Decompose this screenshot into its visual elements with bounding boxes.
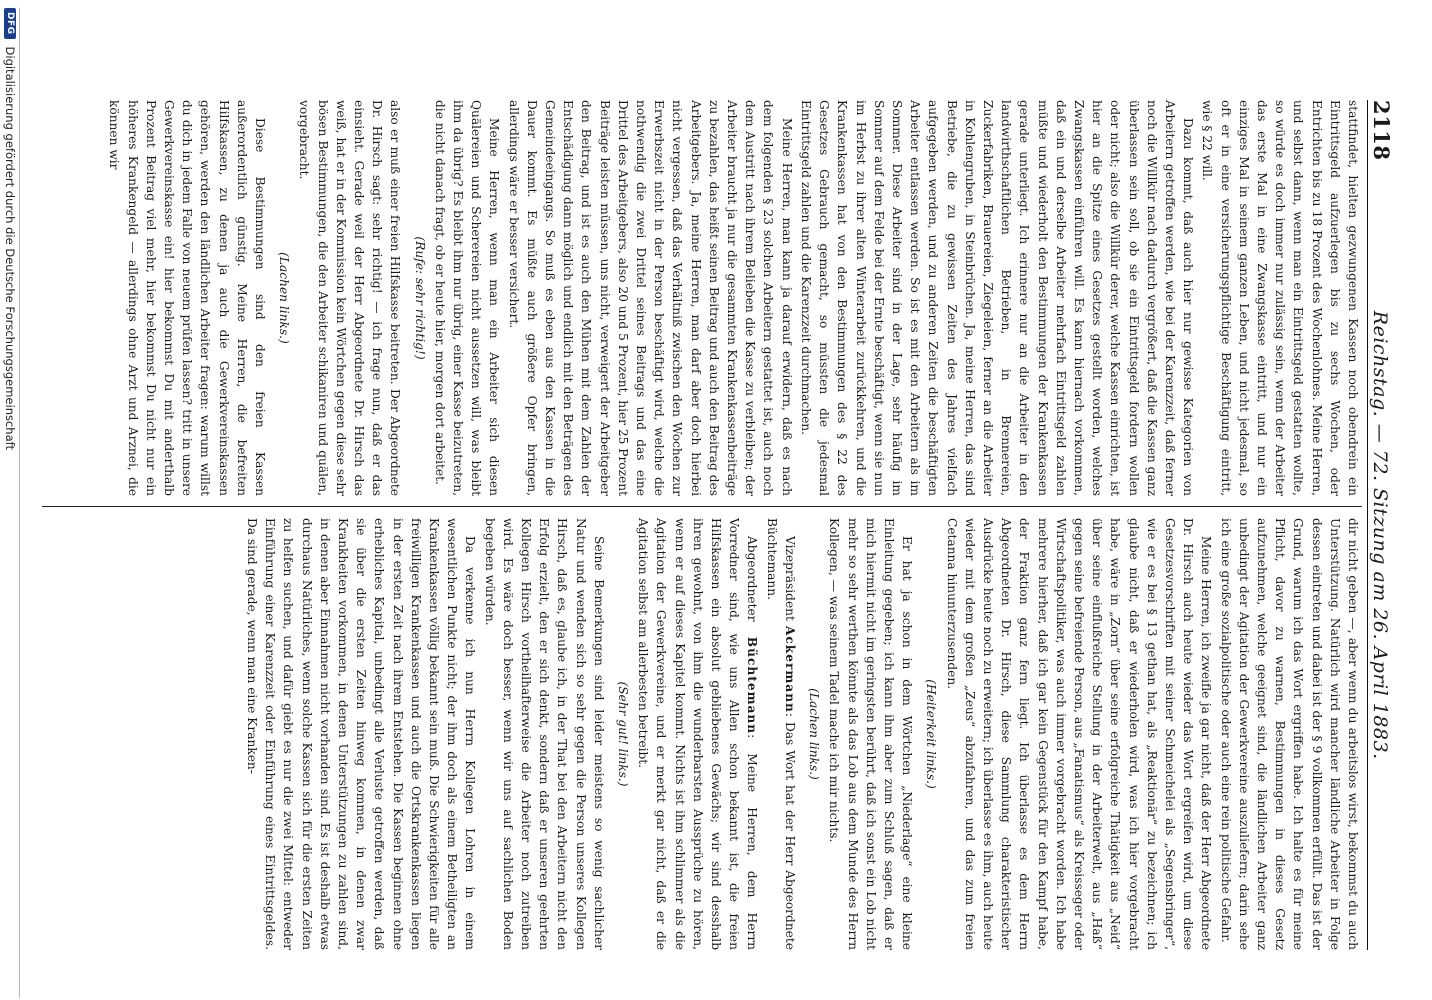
left-paragraph: Meine Herren, man kann ja darauf erwidern, daß es nach dem folgenden § 23 solchen Arbeitern gestattet ist, auch noch dem Austritt nach ihrem Belieben die Kasse zu verbleiben; der Arbeiter braucht ja nur die gesammten Krankenkassenbeiträge zu bezahlen, das heißt seinen Beitrag und auch den Beitrag des Arbeitgebers. Ja, meine Herren, man darf aber doch hierbei nicht vergessen, daß das Verhältniß zwischen den Wochen zur Erwerbszeit nicht in der Person beschäftigt wird, welche die nothwendig die zwei Drittel seines Beitrags und das eine Drittel des Arbeitgebers, also 20 und 5 Prozent, hier 25 Prozent Beiträge leisten müssen, uns nicht, verweigert der Arbeitgeber den Beitrag, und ist es auch den Mühen mit dem Zahlen der Entschädigung dann möglich und endlich mit den Beträgen des Gemeindeeingangs. So muß es eben aus den Kassen in die Dauer kommt. Es müßte auch größere Opfer bringen, allerdings wäre er besser versichert. [506,100,794,497]
speaker-text: : Meine Herren, dem Herrn Vorredner sind, wie uns Allen schon bekannt ist, die freien Hilfskassen ein absolut gebliebenes Gewächs; wir sind desshalb ihren gewohnt, von ihm die wunderbarsten Aussprüche zu hören, wenn er auf dieses Kapitel kommt. Nichts ist ihm schlimmer als die Agitation der Gewerkvereine, und er merkt gar nicht, daß er die Agitation selbst am allerbesten betreibt. [636,518,760,950]
left-paragraph: Diese Bestimmungen sind den freien Kassen außerordentlich günstig. Meine Herren, die befreiten Hilfskassen, zu denen ja auch die Gewerkvereinskassen gehören, werden den ländlichen Arbeiter fragen: warum willst du dich in jedem Falle von neuem prüfen lassen? tritt in unsere Gewerkvereinskasse ein! hier bekommst Du mit anderthalb Prozent Beitrag viel mehr, hier bekommst Du nicht nur ein höheres Krankengeld — allerdings ohne Arzt und Arznei, die können wir [107,100,268,496]
page-title: Reichstag. — 72. Sitzung am 26. April 1883. [1369,310,1391,760]
speaker-line [763,518,799,950]
right-paragraph: Er hat ja schon in dem Wörtchen „Niederlage“ eine kleine Einleitung gegeben; ich kann ihm aber zum Schluß sagen, daß er mich hiermit nicht im geringsten berührt, daß ich sonst ein Lob nicht mehr so sehr werthen könnte als das Lob aus dem Munde des Herrn Kollegen, — was seinem Tadel mache ich mir nichts. [827,518,915,950]
page-header [1370,100,1394,950]
dfg-logo-icon: DFG [4,8,16,39]
column-divider [42,506,1362,507]
interjection-note: (Lachen links.) [807,688,822,780]
right-paragraph: Da verkenne ich nun Herrn Kollegen Lohren in einem wesentlichen Punkte nicht; der ihm doch als einem Betheiligten an Krankenkassen völlig bekannt sein muß. Die Schwierigkeiten für alle freiwilligen Krankenkassen und auch die Ortskrankenkassen liegen in der ersten Zeit nach ihrem Entstehen. Die Kassen beginnen ohne erhebliches Kapital, unbedingt alle Verluste getroffen werden, daß sie über die ersten Zeiten hinweg kommen, in denen zwar Krankheiten vorkommen, in denen Unterstützungen zu zahlen sind, in denen aber Einnahmen nicht vorhanden sind. Es ist deshalb etwas durchaus Natürliches, wenn solche Kassen sich für die ersten Zeiten zu helfen suchen, und dafür giebt es nur die zwei Mittel: entweder Einführung einer Karenzzeit oder Einführung eines Eintrittsgeldes. Da sind gerade, wenn man eine Kranken- [245,518,478,950]
right-paragraph: Seine Bemerkungen sind leider meistens so wenig sachlicher Natur und wenden sich so sehr gegen die Person unseres Kollegen Hirsch, daß es, glaube ich, in der That bei den Arbeitern nicht den Erfolg erzielt, den er sich denkt, sondern daß er unseren geehrten Kollegen Hirsch vortheilhafterweise die Arbeiter noch zutreiben wird. Es wäre doch besser, wenn wir uns auf sachlichen Boden begeben würden. [482,518,606,950]
interjection-note: (Sehr gut! links.) [616,681,631,787]
speaker-role: Vizepräsident [782,536,797,621]
page-number: 2118 [1369,100,1394,161]
right-paragraph: Meine Herren, ich zweifle ja gar nicht, daß der Herr Abgeordnete Dr. Hirsch auch heute wieder das Wort ergreifen wird, um diese Gesetzesvorschriften mit seiner Schmeichelei als „Segensbringer“, wie er es bei § 13 gethan hat, als „Reaktionär“ zu bezeichnen; ich glaube nicht, daß er wiederholen wird, was ich hier vorgebracht habe, wäre in „Zorn“ über seine erfolgreiche Thätigkeit aus „Neid“ über seine einflußreiche Stellung in der Arbeiterwelt, aus „Haß“ gegen seine befreiende Person, aus „Fanatismus“ als Kreisseger oder Wirtschaftspolitiker, was auch immer vorgebracht worden. Ich habe mehrere hierher, daß ich gar kein Gegenstück für den Kampf habe, der Fraktion ganz fern liegt. Ich überlasse es dem Herrn Abgeordneten Dr. Hirsch, diese Sammlung charakteristischer Ausdrücke heute noch zu erweitern; ich überlasse es ihm, auch heute wieder mit dem großen „Zeus“ abzufahren, und das zum freien Cetanna hinunterzusenden. [944,518,1214,950]
speaker-line [634,518,761,950]
speaker-name: Ackermann [782,625,797,713]
left-paragraph: Meine Herren, wenn man ein Arbeiter sich diesen Quälereien und Scherereien nicht aussetzen will, was bleibt ihm da übrig? Es bleibt ihm nur übrig, einer Kasse beizutreten, die nicht danach fragt, ob er heute hier, morgen dort arbeitet. [432,100,502,496]
interjection-note: (Heiterkeit links.) [924,679,939,789]
speaker-text: : Das Wort hat der Herr Abgeordnete Büchtemann. [764,518,797,950]
left-paragraph: Dazu kommt, daß auch hier nur gewisse Kategorien von Arbeitern getroffen werden, wie bei der Karenzzeit, daß ferner noch die Willkür nach dadurch vergrößert, daß die Kassen ganz überlassen sein soll, ob sie ein Eintrittsgeld fordern wollen oder nicht; also die Willkür derer, welche Kassen einrichten, ist hier an die Spitze eines Gesetzes gestellt worden, welches Zwangskassen einführen will. Es kann hiernach vorkommen, daß ein und derselbe Arbeiter mehrfach Eintrittsgeld zahlen müßte und wiederholt den Bestimmungen der Krankenkassen gerade unterliegt. Ich erinnere nur an die Arbeiter in den landwirthschaftlichen Betrieben, in Brennereien, Zuckerfabriken, Brauereien, Ziegeleien, ferner an die Arbeiter in Kohlengruben, in Steinbrüchen. Ja, meine Herren, das sind Betriebe, die zu gewissen Zeiten des Jahres vielfach aufgegeben werden, und zu anderen Zeiten die beschäftigten Arbeiter entlassen werden. So ist es mit den Arbeitern als im Sommer. Diese Arbeiter sind in der Lage, sehr häufig im Sommer auf dem Felde bei der Ernte beschäftigt, wenn sie nun im Herbst zu ihrer alten Winterarbeit zurückkehren, und die Krankenkassen hat von den Bestimmungen des § 22 des Gesetzes Gebrauch gemacht, so müssten die jedesmal Eintrittsgeld zahlen und die Karenzzeit durchmachen. [798,100,1196,496]
right-column [242,518,1362,950]
header-rule [1367,100,1368,950]
digitization-footer [1,8,20,998]
right-paragraph: dir nicht geben —, aber wenn du arbeitslos wirst, bekommst du auch Unterstützung. Natürlich wird mancher ländliche Arbeiter in Folge dessen eintreten und dabei ist der § 9 vollkommen erfüllt. Das ist der Grund, warum ich das Wort ergriffen habe. Ich halte es für meine Pflicht, davor zu warnen, Bestimmungen in dieses Gesetz aufzunehmen, welche geeignet sind, die ländlichen Arbeiter ganz unbedingt der Agitation der Gewerkvereine auszuliefern; darin sehe ich eine große sozialpolitische oder auch eine rein politische Gefahr. [1218,518,1360,950]
left-paragraph: also er muß einer freien Hilfskasse beitreten. Der Abgeordnete Dr. Hirsch sagt: sehr richtig! — ich frage nun, daß er das einsieht. Gerade weil der Herr Abgeordnete Dr. Hirsch das weiß, hat er in der Kommission kein Wörtchen gegen diese sehr bösen Bestimmungen, die den Arbeiter schikaniren und quälen, vorgebracht. [297,100,403,496]
left-paragraph: stattfindet, hielten gezwungenen Kassen noch obendrein ein Eintrittsgeld aufzuerlegen bis zu sechs Wochen, oder Entrichten bis zu 18 Prozent des Wochenlohnes. Meine Herren, und selbst dann, wenn man ein Eintrittsgeld gestatten wollte, so würde es doch immer nur zulässig sein, wenn der Arbeiter das erste Mal in eine Zwangskasse eintritt, und nur ein einziges Mal in seinem ganzen Leben, und nicht jedesmal, so oft er in eine versicherungspflichtige Beschäftigung eintritt, wie § 22 will. [1200,100,1360,496]
footer-credit: Digitalisierung gefördert durch die Deutsche Forschungsgemeinschaft [3,46,17,450]
left-column [104,100,1362,496]
interjection-note: (Rufe: sehr richtig!) [412,236,427,360]
speaker-role: Abgeordneter [745,536,760,622]
interjection-note: (Lachen links.) [277,252,292,344]
speaker-name: Büchtemann [745,636,760,735]
